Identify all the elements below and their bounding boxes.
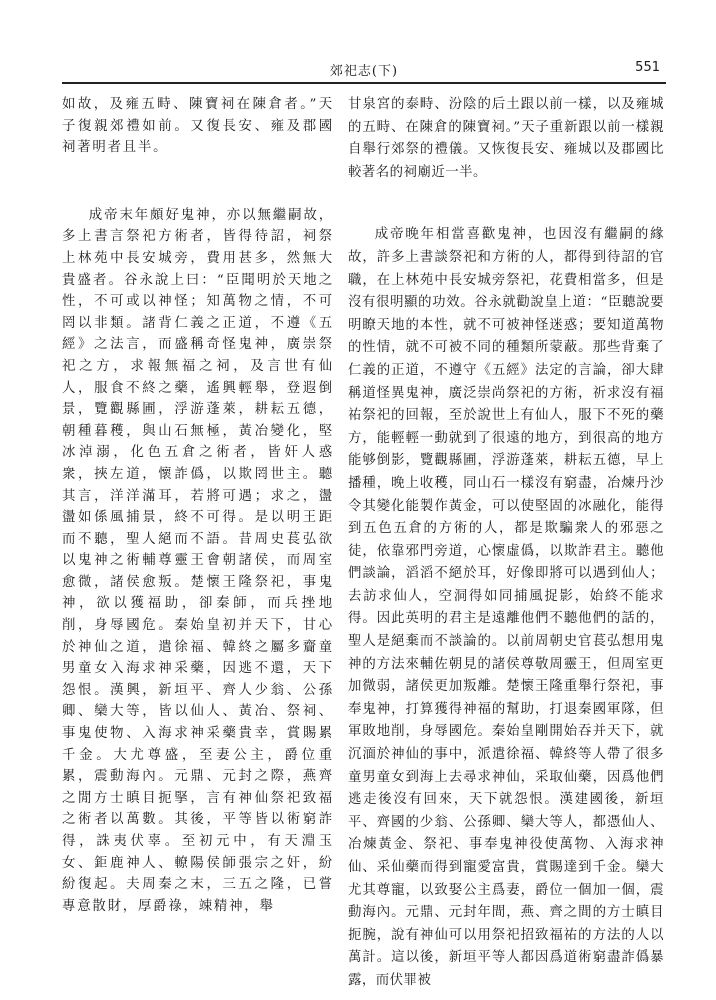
- page-header: [62, 58, 666, 82]
- page-number: 551: [635, 60, 660, 75]
- running-title: 郊祀志(下): [329, 64, 399, 79]
- classical-paragraph-continued: 如故，及雍五畤、陳寶祠在陳倉者。”天子復親郊禮如前。又復長安、雍及郡國祠著明者且半。: [62, 97, 334, 156]
- paragraph-spacer: [62, 159, 334, 205]
- translation-column: [348, 94, 664, 993]
- classical-text-column: [62, 94, 334, 917]
- header-rule: [62, 82, 666, 84]
- classical-paragraph: 成帝末年頗好鬼神，亦以無繼嗣故，多上書言祭祀方術者，皆得待詔，祠祭上林苑中長安城旁，費用甚多，然無大貴盛者。谷永說上曰：“臣聞明於天地之性，不可或以神怪；知萬物之情，不可罔以非類。諸背仁義之正道，不遵《五經》之法言，而盛稱奇怪鬼神，廣崇祭祀之方，求報無福之祠，及言世有仙人，服食不終之藥，遙興輕舉，登遐倒景，覽觀縣圃，浮游蓬萊，耕耘五德，朝種暮穫，與山石無極，黃冶變化，堅冰淖溺，化色五倉之術者，皆奸人惑衆，挾左道，懷詐僞，以欺罔世主。聽其言，洋洋滿耳，若將可遇；求之，盪盪如係風捕景，終不可得。是以明王距而不聽，聖人絕而不語。昔周史萇弘欲以鬼神之術輔尊靈王會朝諸侯，而周室愈微，諸侯愈叛。楚懷王隆祭祀，事鬼神，欲以獲福助，卻秦師，而兵挫地削，身辱國危。秦始皇初并天下，甘心於神仙之道，遣徐福、韓終之屬多齎童男童女入海求神采藥，因逃不還，天下怨恨。漢興，新垣平、齊人少翁、公孫卿、欒大等，皆以仙人、黃冶、祭祠、事鬼使物、入海求神采藥貴幸，賞賜累千金。大尤尊盛，至妻公主，爵位重累，震動海內。元鼎、元封之際，燕齊之閒方士瞋目扼掔，言有神仙祭祀致福之術者以萬數。其後，平等皆以術窮詐得，誅夷伏辜。至初元中，有天淵玉女、鉅鹿神人、轑陽侯師張宗之奸，紛紛復起。夫周秦之末，三五之隆，已嘗專意散財，厚爵祿，竦精神，舉: [62, 207, 334, 914]
- translation-paragraph: 成帝晚年相當喜歡鬼神，也因沒有繼嗣的緣故，許多上書談祭祀和方術的人，都得到待詔的官職，在上林苑中長安城旁祭祀，花費相當多，但是沒有很明顯的功效。谷永就勸說皇上道：“臣聽說要明瞭天地的本性，就不可被神怪迷惑；要知道萬物的性情，就不可被不同的種類所蒙蔽。那些背棄了仁義的正道，不遵守《五經》法定的言論，卻大肆稱道怪異鬼神，廣泛崇尚祭祀的方術，祈求沒有福祐祭祀的回報，至於說世上有仙人，服下不死的藥方，能輕輕一動就到了很遠的地方，到很高的地方能够倒影，覽觀縣圃，浮游蓬萊，耕耘五德，早上播種，晚上收穫，同山石一樣沒有窮盡，冶煉丹沙令其變化能製作黃金，可以使堅固的冰融化，能得到五色五倉的方術的人，都是欺騙衆人的邪惡之徒，依靠邪門旁道，心懷虛僞，以欺詐君主。聽他們談論，滔滔不絕於耳，好像即將可以遇到仙人；去訪求仙人，空洞得如同捕風捉影，始終不能求得。因此英明的君主是遠離他們不聽他們的話的，聖人是絕棄而不談論的。以前周朝史官萇弘想用鬼神的方法來輔佐朝見的諸侯尊敬周靈王，但周室更加微弱，諸侯更加叛離。楚懷王隆重舉行祭祀，事奉鬼神，打算獲得神福的幫助，打退秦國軍隊，但軍敗地削，身辱國危。秦始皇剛開始吞并天下，就沉湎於神仙的事中，派遣徐福、韓終等人帶了很多童男童女到海上去尋求神仙，采取仙藥，因爲他們逃走後沒有回來，天下就怨恨。漢建國後，新垣平、齊國的少翁、公孫卿、欒大等人，都憑仙人、冶煉黃金、祭祀、事奉鬼神役使萬物、入海求神仙、采仙藥而得到寵愛富貴，賞賜達到千金。欒大尤其尊寵，以致娶公主爲妻，爵位一個加一個，震動海內。元鼎、元封年間，燕、齊之間的方士瞋目扼腕，說有神仙可以用祭祀招致福祐的方法的人以萬計。這以後，新垣平等人都因爲道術窮盡詐僞暴露，而伏罪被: [348, 227, 664, 988]
- translation-paragraph-continued: 甘泉宮的泰畤、汾陰的后土跟以前一樣，以及雍城的五畤、在陳倉的陳寶祠。”天子重新跟以前一樣親自舉行郊祭的禮儀。又恢復長安、雍城以及郡國比較著名的祠廟近一半。: [348, 97, 664, 180]
- paragraph-spacer: [348, 184, 664, 224]
